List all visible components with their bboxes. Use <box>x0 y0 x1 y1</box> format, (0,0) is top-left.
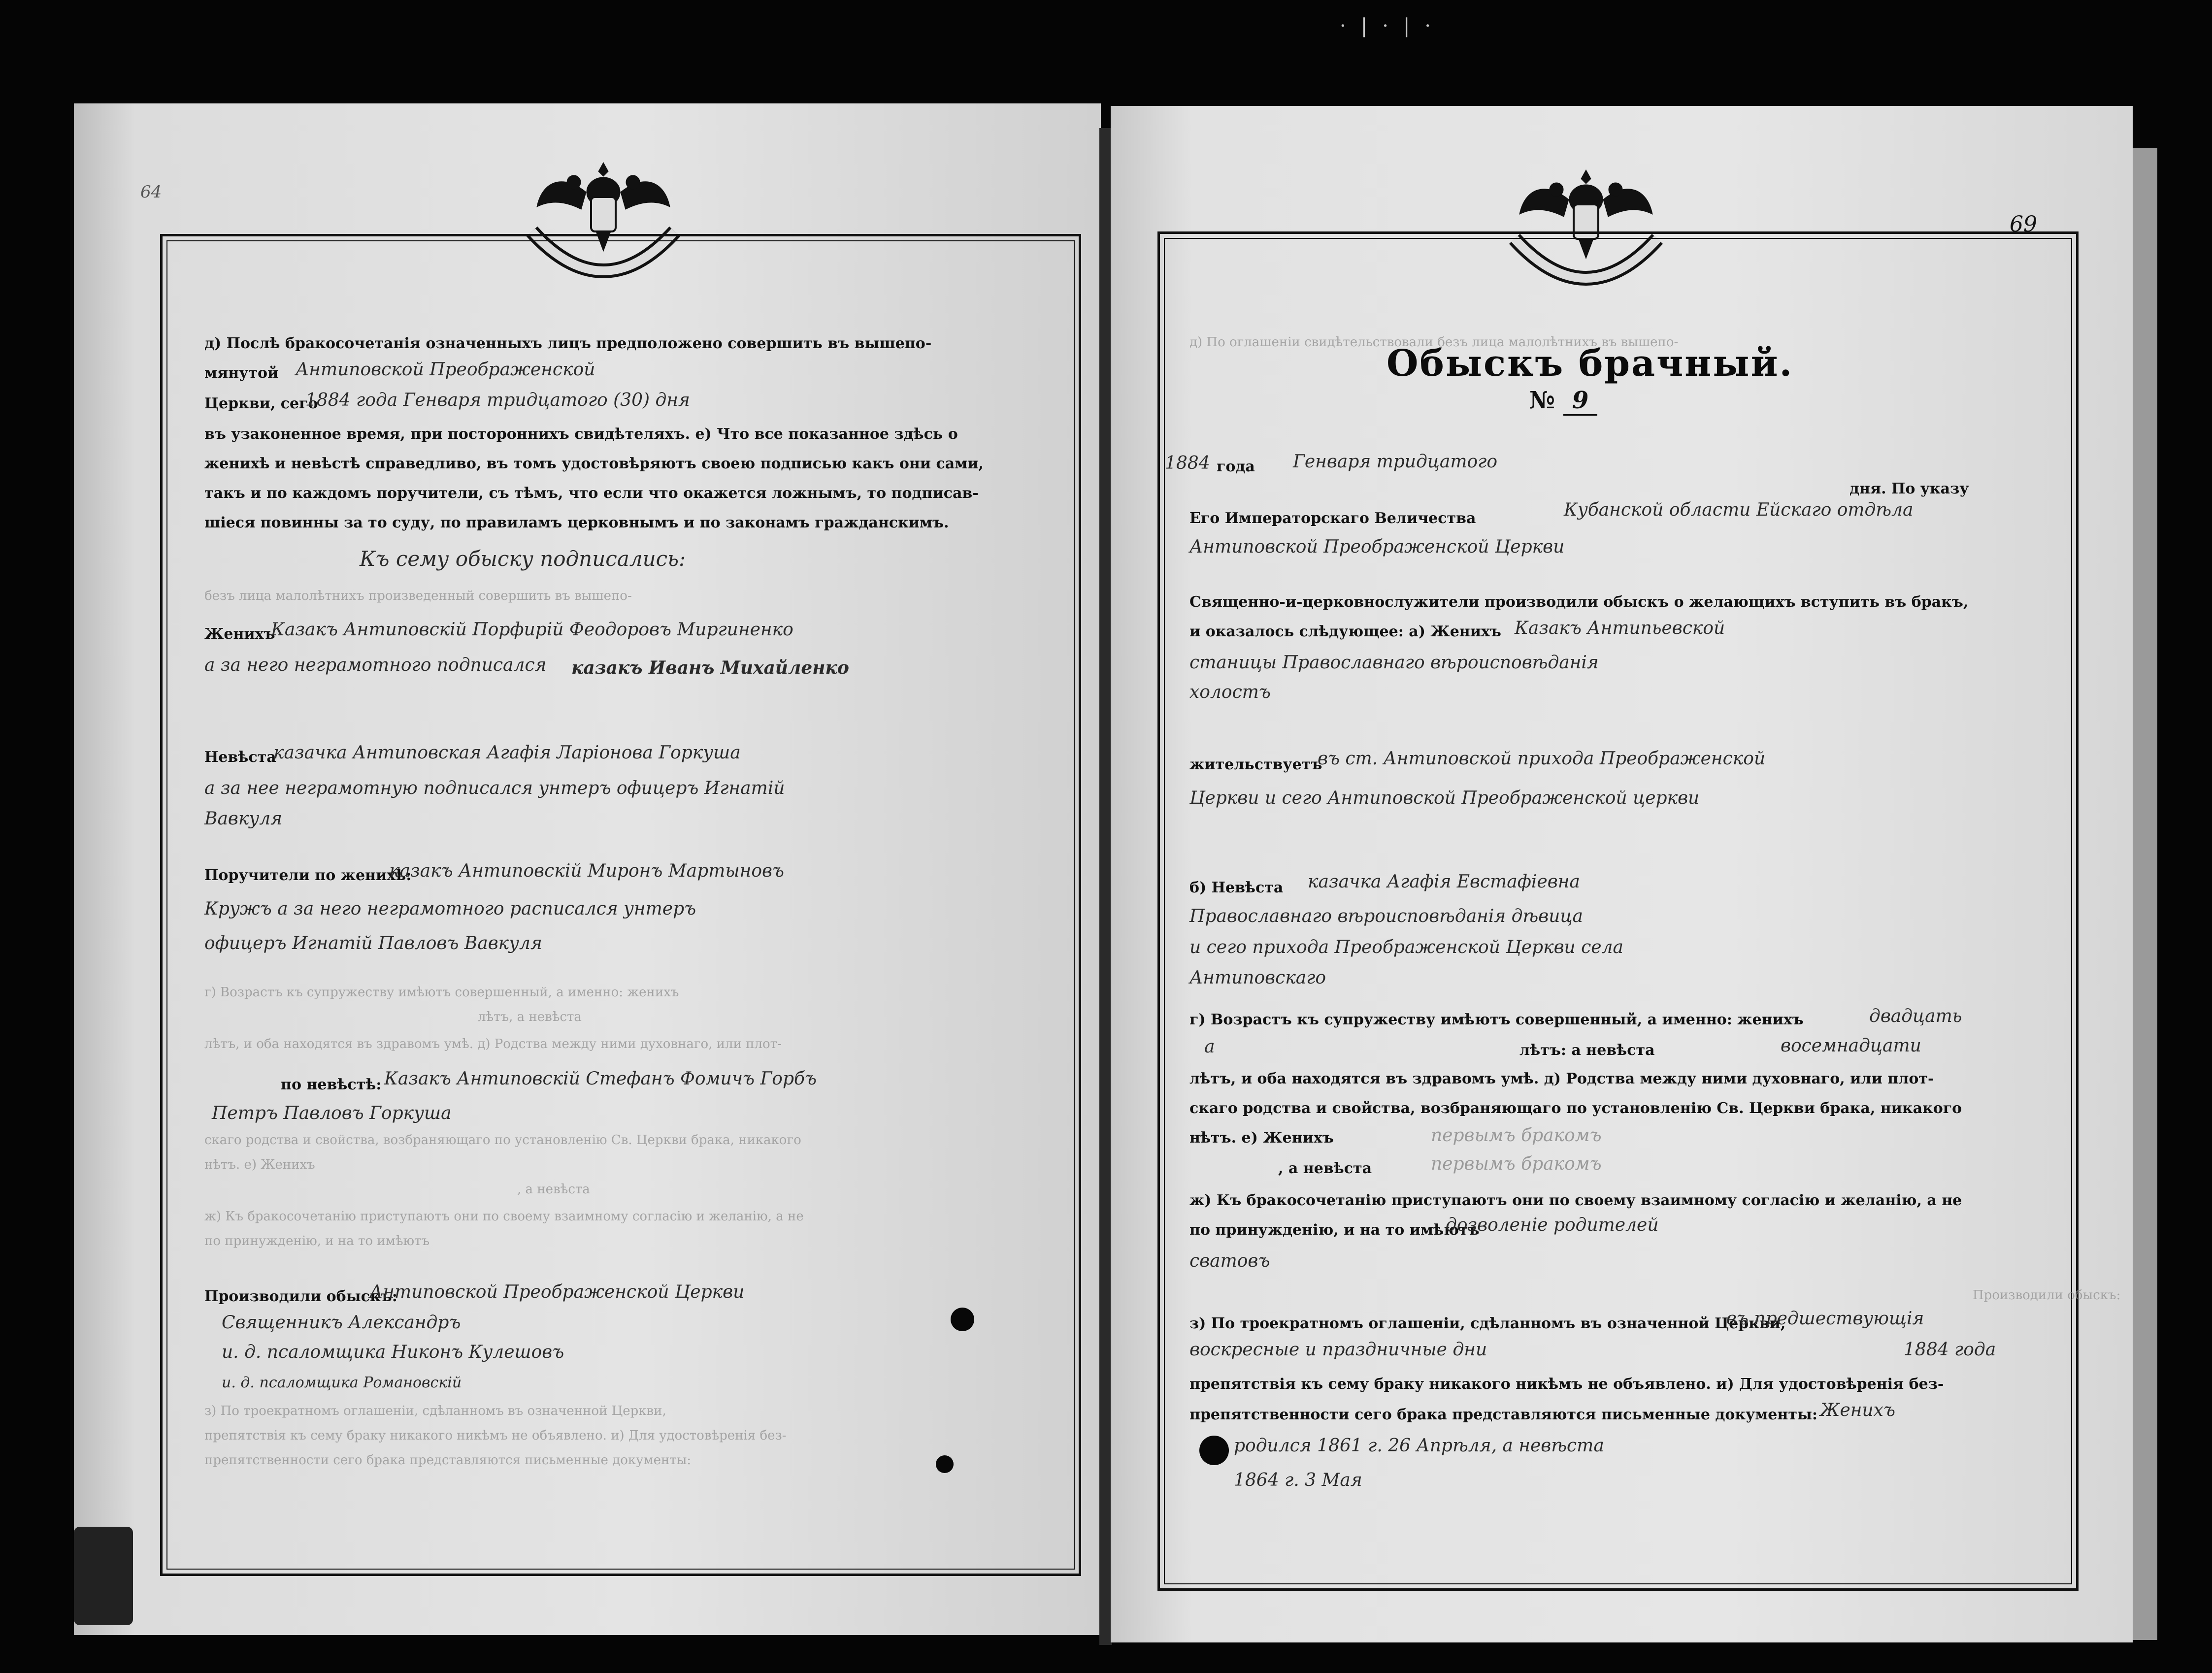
subscribe-heading: Къ сему обыску подписались: <box>360 547 686 571</box>
print-line: , а невѣста <box>1278 1160 1372 1177</box>
handwriting: Антиповской Преображенской Церкви <box>369 1282 745 1302</box>
handwriting: казачка Антиповская Агафія Ларіонова Горкуша <box>273 743 741 763</box>
signature: казакъ Иванъ Михайленко <box>571 657 849 678</box>
handwriting: станицы Православнаго вѣроисповѣданія <box>1189 653 1599 673</box>
handwriting: Антиповской Преображенской <box>296 360 595 380</box>
ghost-text: д) По оглашеніи свидѣтельствовали безъ лица малолѣтнихъ въ вышепо- <box>1189 335 1679 350</box>
handwriting: а <box>1204 1037 1215 1057</box>
ink-blot <box>951 1308 974 1331</box>
handwriting: Кружъ а за него неграмотного расписался унтеръ <box>204 899 696 919</box>
handwriting: и сего прихода Преображенской Церкви села <box>1189 937 1623 957</box>
handwriting: Церкви и сего Антиповской Преображенской церкви <box>1189 788 1700 808</box>
print-line: д) Послѣ бракосочетанія означенныхъ лицъ предположено совершить въ вышепо- <box>204 335 932 352</box>
print-line: Священно-и-церковнослужители производили обыскъ о желающихъ вступить въ бракъ, <box>1189 593 1969 611</box>
ghost-text: г) Возрастъ къ супружеству имѣютъ совершенный, а именно: женихъ <box>204 985 679 1000</box>
print-line: нѣтъ. е) Женихъ <box>1189 1129 1334 1147</box>
handwriting: первымъ бракомъ <box>1431 1125 1602 1146</box>
handwriting: 1884 <box>1165 453 1210 473</box>
page-edge <box>2133 148 2157 1640</box>
folio-number: 69 <box>2010 212 2037 237</box>
handwriting: воскресные и праздничные дни <box>1189 1340 1487 1360</box>
document-number <box>1529 387 1597 414</box>
print-line: препятствія къ сему браку никакого никѣмъ не объявлено. и) Для удостовѣренія без- <box>1189 1376 1944 1393</box>
ghost-text: безъ лица малолѣтнихъ произведенный совершить въ вышепо- <box>204 589 632 603</box>
left-page <box>74 103 1101 1635</box>
handwriting: холостъ <box>1189 682 1271 702</box>
margin-number: 64 <box>140 182 162 202</box>
handwriting: Казакъ Антипьевской <box>1515 618 1725 638</box>
ghost-text: по принужденію, и на то имѣютъ <box>204 1234 430 1248</box>
print-line: препятственности сего брака представляются письменные документы: <box>1189 1406 1818 1423</box>
print-line: лѣтъ, и оба находятся въ здравомъ умѣ. д) Родства между ними духовнаго, или плот- <box>1189 1070 1934 1087</box>
ghost-text: ж) Къ бракосочетанію приступаютъ они по своему взаимному согласію и желанію, а не <box>204 1209 804 1224</box>
groom-label: Женихъ <box>204 625 275 643</box>
print-line: такъ и по каждомъ поручители, съ тѣмъ, что если что окажется ложнымъ, то подписав- <box>204 485 979 502</box>
print-line: г) Возрастъ къ супружеству имѣютъ совершенный, а именно: женихъ <box>1189 1011 1804 1028</box>
handwriting: Кубанской области Ейскаго отдѣла <box>1564 500 1914 520</box>
print-line: въ узаконенное время, при постороннихъ свидѣтеляхъ. е) Что все показанное здѣсь о <box>204 426 958 443</box>
print-line: Его Императорскаго Величества <box>1189 510 1476 527</box>
ink-blot <box>1199 1436 1229 1465</box>
handwriting: 1884 года Генваря тридцатого (30) дня <box>305 390 690 410</box>
print-line: по принужденію, и на то имѣютъ <box>1189 1221 1480 1239</box>
print-line: скаго родства и свойства, возбраняющаго по установленію Св. Церкви брака, никакого <box>1189 1100 1962 1117</box>
print-line: ж) Къ бракосочетанію приступаютъ они по своему взаимному согласію и желанію, а не <box>1189 1192 1962 1209</box>
handwriting: а за нее неграмотную подписался унтеръ офицеръ Игнатій <box>204 778 785 798</box>
print-line: лѣтъ: а невѣста <box>1519 1042 1655 1059</box>
handwriting: первымъ бракомъ <box>1431 1154 1602 1174</box>
handwriting: 1884 года <box>1904 1340 1996 1360</box>
handwriting: въ ст. Антиповской прихода Преображенской <box>1318 749 1766 769</box>
handwriting: казакъ Антиповскій Миронъ Мартыновъ <box>389 861 784 881</box>
handwriting: въ предшествующія <box>1726 1309 1924 1329</box>
handwriting: восемнадцати <box>1781 1036 1921 1056</box>
handwriting: сватовъ <box>1189 1251 1270 1271</box>
handwriting: офицеръ Игнатій Павловъ Вавкуля <box>204 933 542 953</box>
bride-label: б) Невѣста <box>1189 879 1284 896</box>
number-prefix: № <box>1529 387 1555 414</box>
ghost-text: з) По троекратномъ оглашеніи, сдѣланномъ въ означенной Церкви, <box>204 1404 666 1418</box>
ink-blot <box>936 1455 954 1473</box>
guarantor-groom-label: Поручители по женихѣ: <box>204 867 412 884</box>
ghost-text: препятствія къ сему браку никакого никѣмъ не объявлено. и) Для удостовѣренія без- <box>204 1428 787 1443</box>
handwriting: Генваря тридцатого <box>1293 452 1498 472</box>
print-line: дня. По указу <box>1849 480 1969 497</box>
handwriting: Антиповской Преображенской Церкви <box>1189 537 1565 557</box>
ghost-text: скаго родства и свойства, возбраняющаго по установленію Св. Церкви брака, никакого <box>204 1133 801 1148</box>
print-line: з) По троекратномъ оглашеніи, сдѣланномъ въ означенной Церкви, <box>1189 1315 1786 1332</box>
guarantor-bride-label: по невѣстѣ: <box>281 1076 382 1093</box>
bride-label: Невѣста <box>204 749 276 766</box>
ghost-text: нѣтъ. е) Женихъ <box>204 1157 315 1172</box>
handwriting: а за него неграмотного подписался <box>204 655 547 675</box>
print-line: и оказалось слѣдующее: а) Женихъ <box>1189 623 1501 640</box>
ghost-text: препятственности сего брака представляются письменные документы: <box>204 1453 692 1468</box>
top-marks: ·|·|· <box>1340 15 1446 37</box>
print-line: мянутой <box>204 364 279 382</box>
print-line: шіеся повинны за то суду, по правиламъ церковнымъ и по законамъ гражданскимъ. <box>204 514 949 531</box>
handwriting: Казакъ Антиповскій Стефанъ Фомичъ Горбъ <box>384 1069 817 1089</box>
ghost-text: , а невѣста <box>517 1182 590 1197</box>
print-line: года <box>1217 458 1255 475</box>
handwriting: и. д. псаломщика Никонъ Кулешовъ <box>222 1342 564 1362</box>
handwriting: Петръ Павловъ Горкуша <box>212 1103 452 1123</box>
handwriting: и. д. псаломщика Романовскій <box>222 1374 462 1391</box>
handwriting: Священникъ Александръ <box>222 1312 461 1333</box>
handwriting: дозволеніе родителей <box>1446 1215 1659 1235</box>
ghost-text: лѣтъ, а невѣста <box>478 1010 582 1024</box>
document-title: Обыскъ брачный. <box>1387 342 1794 385</box>
ghost-text: Производили обыскъ: <box>1973 1288 2121 1303</box>
handwriting: двадцать <box>1869 1006 1962 1026</box>
page-tab <box>74 1527 133 1625</box>
right-page <box>1111 106 2133 1642</box>
print-line: женихѣ и невѣстѣ справедливо, въ томъ удостовѣряютъ своею подписью какъ они сами, <box>204 455 984 472</box>
handwriting: Вавкуля <box>204 809 283 829</box>
number-value: 9 <box>1563 387 1597 416</box>
print-line: Церкви, сего <box>204 395 318 412</box>
conductor-label: Производили обыскъ: <box>204 1288 397 1305</box>
handwriting: родился 1861 г. 26 Апрѣля, а невѣста <box>1234 1436 1604 1456</box>
handwriting: Православнаго вѣроисповѣданія дѣвица <box>1189 906 1583 926</box>
handwriting: Женихъ <box>1820 1400 1895 1420</box>
residence-label: жительствуетъ <box>1189 756 1322 773</box>
handwriting: казачка Агафія Евстафіевна <box>1308 872 1580 892</box>
handwriting: Антиповскаго <box>1189 968 1326 988</box>
handwriting: 1864 г. 3 Мая <box>1234 1470 1362 1490</box>
ghost-text: лѣтъ, и оба находятся въ здравомъ умѣ. д) Родства между ними духовнаго, или плот- <box>204 1037 782 1051</box>
handwriting: Казакъ Антиповскій Порфирій Феодоровъ Миргиненко <box>271 620 793 640</box>
